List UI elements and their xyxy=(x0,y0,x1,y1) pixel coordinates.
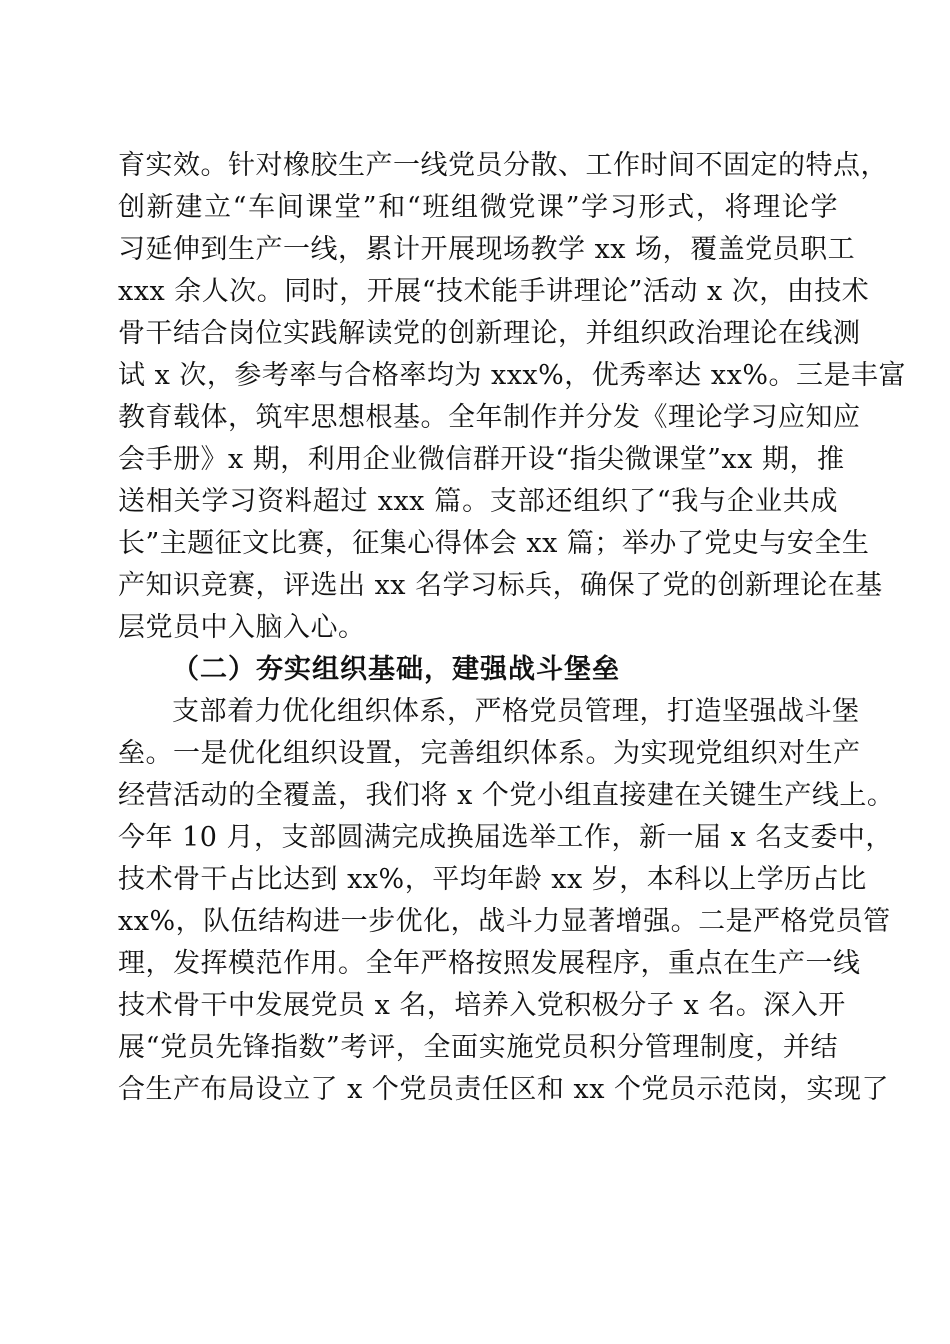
paragraph-1-line-6: 试 x 次，参考率与合格率均为 xxx%，优秀率达 xx%。三是丰富 xyxy=(118,360,907,391)
paragraph-2-line-8: 技术骨干中发展党员 x 名，培养入党积极分子 x 名。深入开 xyxy=(118,990,846,1021)
paragraph-1-line-8: 会手册》x 期，利用企业微信群开设“指尖微课堂”xx 期，推 xyxy=(118,444,845,475)
paragraph-1-line-10: 长”主题征文比赛，征集心得体会 xx 篇；举办了党史与安全生 xyxy=(118,528,870,559)
paragraph-2-line-3: 经营活动的全覆盖，我们将 x 个党小组直接建在关键生产线上。 xyxy=(118,780,895,811)
paragraph-2-line-10: 合生产布局设立了 x 个党员责任区和 xx 个党员示范岗，实现了 xyxy=(118,1074,890,1105)
paragraph-1-line-11: 产知识竞赛，评选出 xx 名学习标兵，确保了党的创新理论在基 xyxy=(118,570,883,601)
paragraph-2-line-5: 技术骨干占比达到 xx%，平均年龄 xx 岁，本科以上学历占比 xyxy=(118,864,867,895)
paragraph-1-line-9: 送相关学习资料超过 xxx 篇。支部还组织了“我与企业共成 xyxy=(118,486,838,517)
paragraph-2-line-1: 支部着力优化组织体系，严格党员管理，打造坚强战斗堡 xyxy=(172,696,860,727)
paragraph-1-line-3: 习延伸到生产一线，累计开展现场教学 xx 场，覆盖党员职工 xyxy=(118,234,856,265)
paragraph-1-line-7: 教育载体，筑牢思想根基。全年制作并分发《理论学习应知应 xyxy=(118,402,861,433)
paragraph-1-line-4: xxx 余人次。同时，开展“技术能手讲理论”活动 x 次，由技术 xyxy=(118,276,870,307)
paragraph-1-line-12: 层党员中入脑入心。 xyxy=(118,612,366,643)
paragraph-2-line-6: xx%，队伍结构进一步优化，战斗力显著增强。二是严格党员管 xyxy=(118,906,891,937)
paragraph-2-line-2: 垒。一是优化组织设置，完善组织体系。为实现党组织对生产 xyxy=(118,738,861,769)
paragraph-1-line-2: 创新建立“车间课堂”和“班组微党课”学习形式，将理论学 xyxy=(118,192,838,223)
paragraph-1-line-5: 骨干结合岗位实践解读党的创新理论，并组织政治理论在线测 xyxy=(118,318,861,349)
paragraph-2-line-9: 展“党员先锋指数”考评，全面实施党员积分管理制度，并结 xyxy=(118,1032,838,1063)
paragraph-1-line-1: 育实效。针对橡胶生产一线党员分散、工作时间不固定的特点， xyxy=(118,150,888,181)
paragraph-2-line-4: 今年 10 月，支部圆满完成换届选举工作，新一届 x 名支委中， xyxy=(118,822,893,853)
paragraph-2-line-7: 理，发挥模范作用。全年严格按照发展程序，重点在生产一线 xyxy=(118,948,861,979)
section-heading: （二）夯实组织基础，建强战斗堡垒 xyxy=(172,654,620,685)
